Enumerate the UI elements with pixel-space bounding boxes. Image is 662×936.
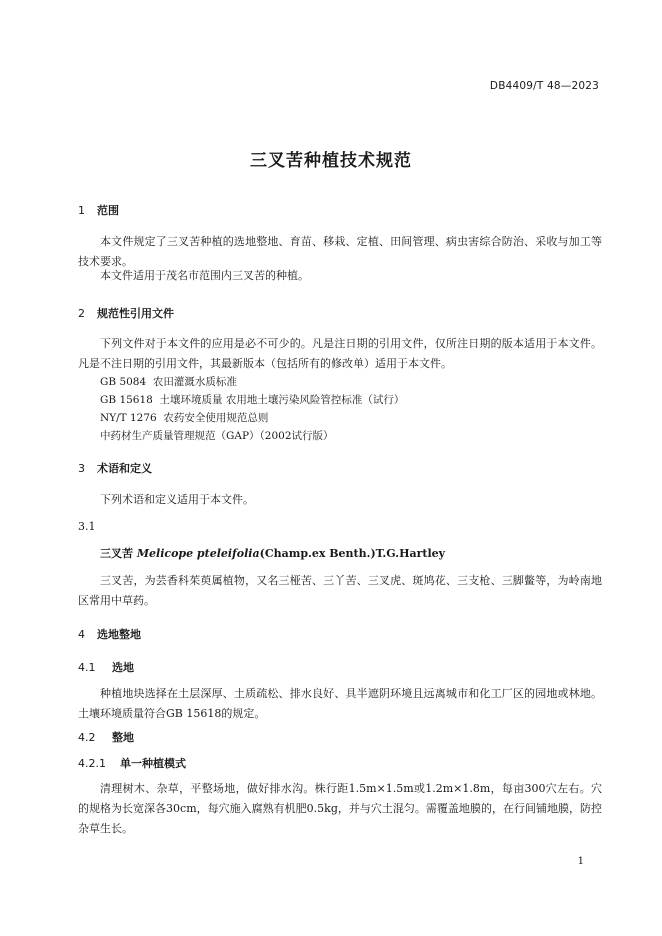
subsection-4-2-1-heading [78, 755, 186, 771]
section-number: 1 [78, 204, 85, 217]
section-2-heading [78, 305, 174, 321]
section-title: 规范性引用文件 [97, 307, 174, 320]
section-2-paragraph-1: 下列文件对于本文件的应用是必不可少的。凡是注日期的引用文件，仅所注日期的版本适用于本文件。凡是不注日期的引用文件，其最新版本（包括所有的修改单）适用于本文件。 [78, 337, 602, 370]
term-definition: 三叉苦，为芸香科茱萸属植物，又名三桠苦、三丫苦、三叉虎、斑鸠花、三支枪、三脚鳖等，为岭南地区常用中草药。 [78, 574, 602, 607]
term-entry [100, 545, 445, 561]
subsection-4-1-heading [78, 659, 134, 675]
section-1-heading [78, 202, 119, 218]
reference-item: GB 15618 土壤环境质量 农用地土壤污染风险管控标准（试行） [100, 394, 405, 406]
reference-item: GB 5084 农田灌溉水质标准 [100, 376, 237, 388]
section-title: 术语和定义 [97, 462, 152, 475]
section-number: 4 [78, 628, 85, 641]
page-title: 三叉苦种植技术规范 [250, 151, 412, 171]
subsection-title: 选地 [112, 661, 134, 674]
reference-item: NY/T 1276 农药安全使用规范总则 [100, 412, 269, 424]
subsection-number: 4.2 [78, 731, 96, 744]
section-number: 2 [78, 307, 85, 320]
section-3-heading [78, 460, 152, 476]
section-3-paragraph-1: 下列术语和定义适用于本文件。 [100, 493, 254, 506]
section-title: 选地整地 [97, 628, 141, 641]
term-chinese: 三叉苦 [100, 547, 133, 560]
section-title: 范围 [97, 204, 119, 217]
term-latin-genus: Melicope pteleifolia [136, 547, 260, 560]
term-id: 3.1 [78, 520, 96, 533]
subsection-title: 单一种植模式 [120, 757, 186, 770]
section-number: 3 [78, 462, 85, 475]
subsection-4-2-1-paragraph: 清理树木、杂草，平整场地，做好排水沟。株行距1.5m×1.5m或1.2m×1.8m，每亩300穴左右。穴的规格为长宽深各30cm，每穴施入腐熟有机肥0.5kg，并与穴土混匀。需覆盖地膜的，在行间铺地膜，防控杂草生长。 [78, 782, 602, 835]
subsection-title: 整地 [112, 731, 134, 744]
subsection-number: 4.1 [78, 661, 96, 674]
term-latin-author: (Champ.ex Benth.)T.G.Hartley [259, 547, 446, 560]
section-4-heading [78, 626, 141, 642]
section-1-paragraph-2: 本文件适用于茂名市范围内三叉苦的种植。 [100, 269, 309, 282]
section-1-paragraph-1: 本文件规定了三叉苦种植的选地整地、育苗、移栽、定植、田间管理、病虫害综合防治、采收与加工等技术要求。 [78, 235, 602, 268]
subsection-4-2-heading [78, 729, 134, 745]
page-number: 1 [577, 856, 584, 867]
subsection-number: 4.2.1 [78, 757, 106, 770]
subsection-4-1-paragraph: 种植地块选择在土层深厚、土质疏松、排水良好、具半遮阴环境且远离城市和化工厂区的园地或林地。土壤环境质量符合GB 15618的规定。 [78, 687, 602, 720]
document-number: DB4409/T 48—2023 [489, 80, 599, 92]
reference-item: 中药材生产质量管理规范（GAP）（2002试行版） [100, 430, 334, 442]
